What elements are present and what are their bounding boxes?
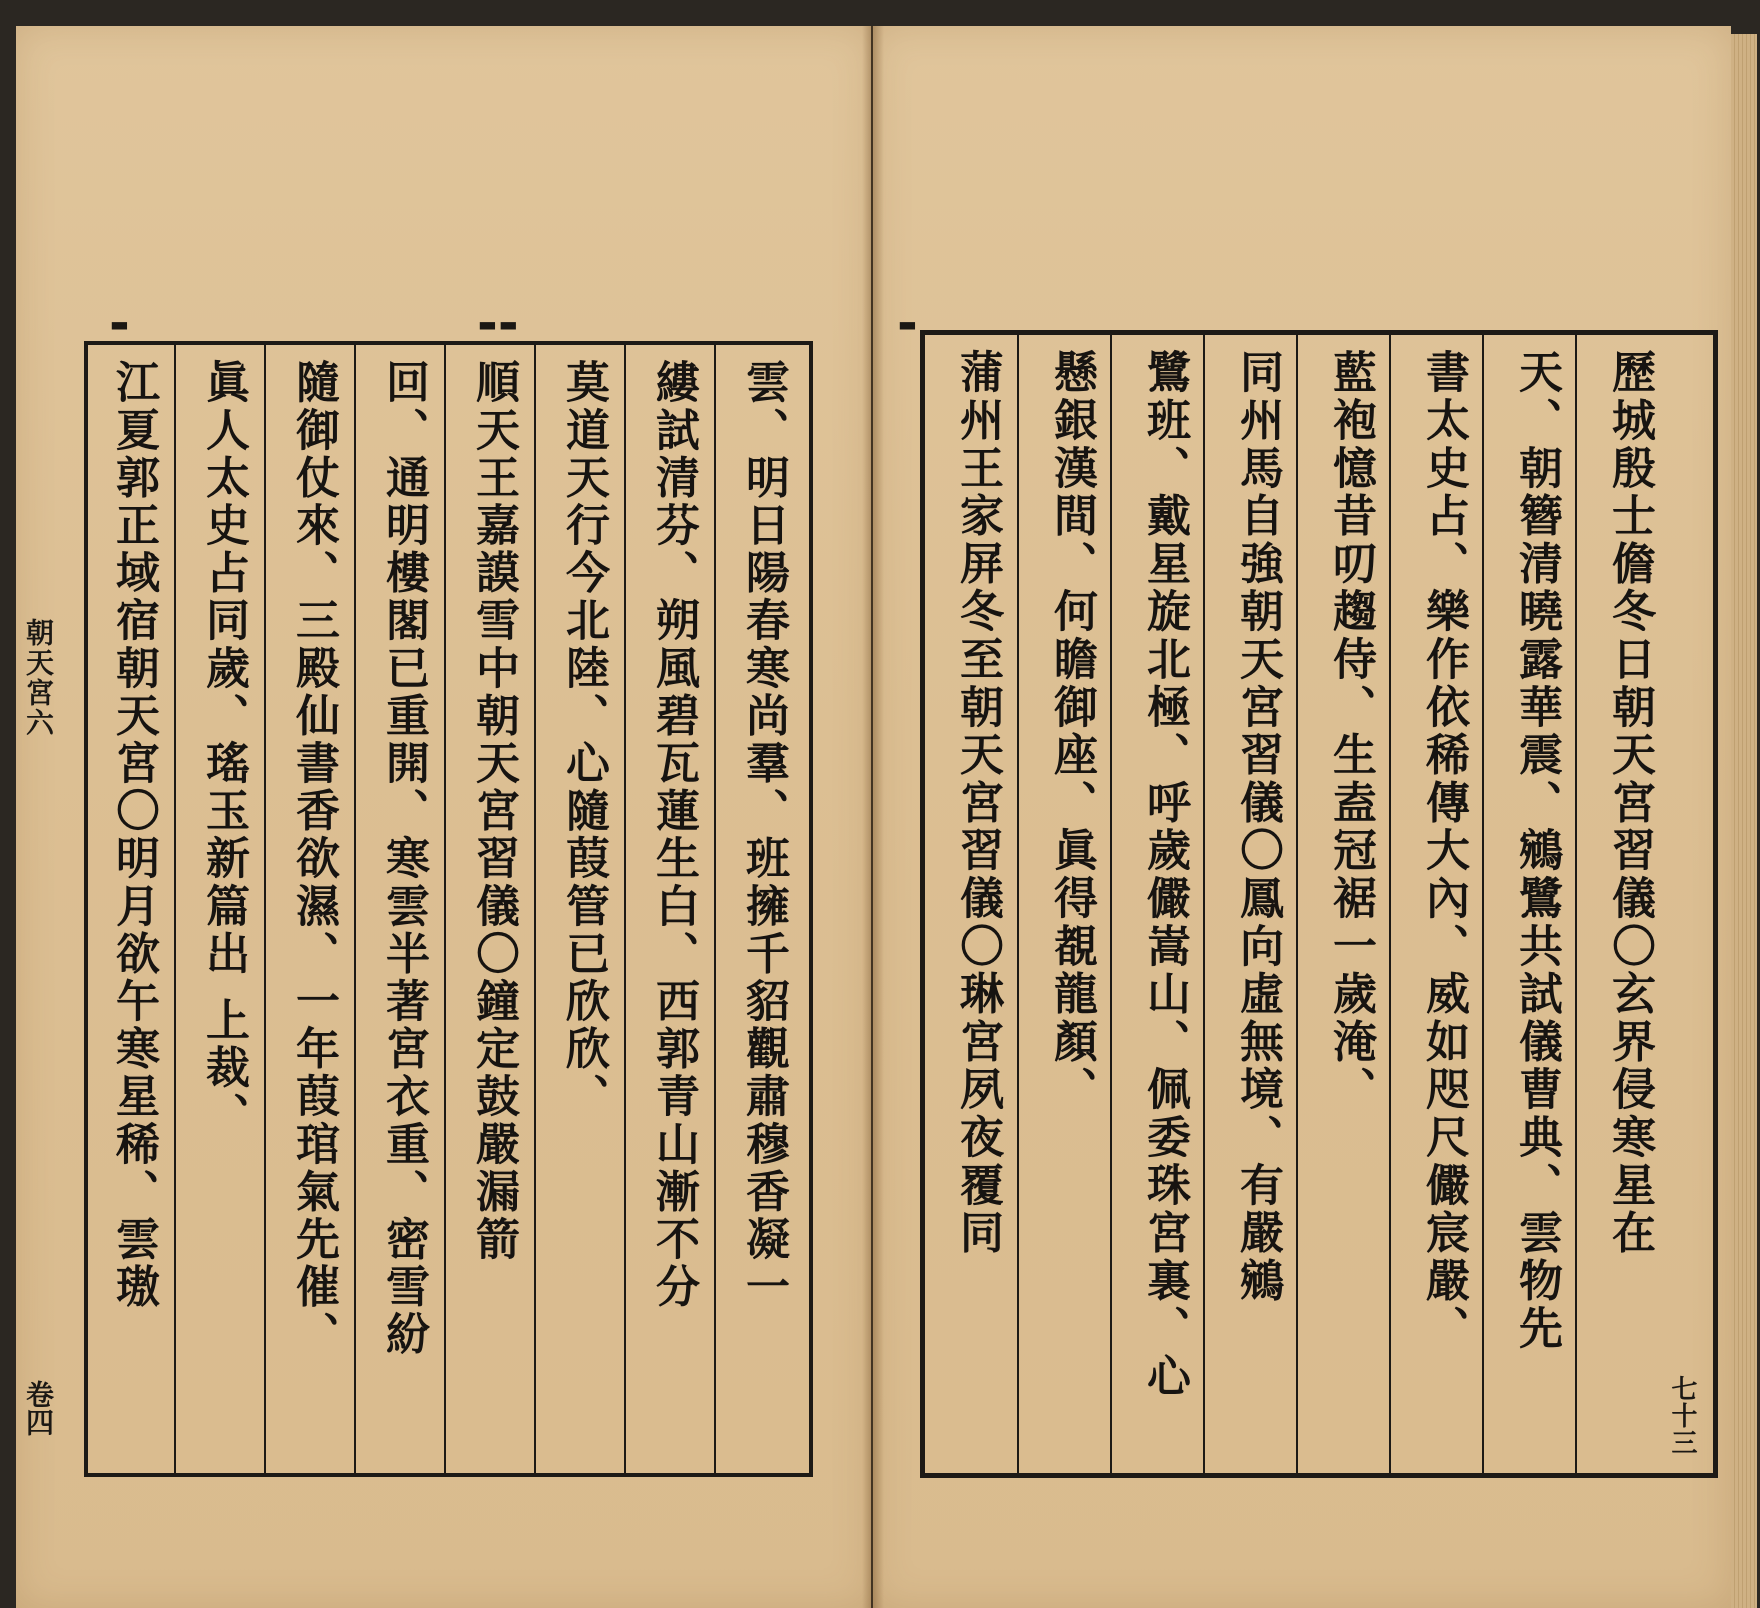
- top-tick-mark: ▬: [898, 312, 919, 336]
- text-column: 歷城殷士儋冬日朝天宮習儀〇玄界侵寒星在: [1604, 349, 1655, 1258]
- column-rule: [624, 345, 626, 1473]
- top-tick-mark: ▬▬: [478, 312, 520, 336]
- margin-volume: 卷四: [22, 1380, 55, 1436]
- book-gutter: [862, 26, 884, 1608]
- text-column: 書太史占、樂作依稀傳大內、威如咫尺儼宸嚴、: [1418, 349, 1469, 1353]
- text-column: 眞人太史占同歲、瑤玉新篇出 上裁、: [198, 359, 249, 1140]
- text-column: 懸銀漢間、何瞻御座、眞得覩龍顏、: [1046, 349, 1097, 1114]
- page-number: 七十三: [1667, 1375, 1697, 1456]
- text-column: 順天王嘉謨雪中朝天宮習儀〇鐘定鼓嚴漏箭: [468, 359, 519, 1264]
- text-column: 莫道天行今北陸、心隨葭管已欣欣、: [558, 359, 609, 1121]
- text-column: 縷試清芬、朔風碧瓦蓮生白、西郭青山漸不分: [648, 359, 699, 1311]
- text-column: 天、朝簪清曉露華震、鵷鷺共試儀曹典、雲物先: [1511, 349, 1562, 1353]
- left-text-frame: [84, 341, 813, 1477]
- text-column: 回、通明樓閣已重開、寒雲半著宮衣重、密雪紛: [378, 359, 429, 1359]
- margin-title: 朝天宮六: [22, 618, 55, 738]
- text-column: 藍袍憶昔叨趨侍、生盍冠裾一歲淹、: [1325, 349, 1376, 1114]
- right-text-frame: [920, 330, 1718, 1478]
- column-rule: [444, 345, 446, 1473]
- text-column: 同州馬自強朝天宮習儀〇鳳向虛無境、有嚴鵷: [1232, 349, 1283, 1305]
- column-rule: [174, 345, 176, 1473]
- column-rule: [264, 345, 266, 1473]
- page-edges: [1731, 34, 1757, 1608]
- text-column: 雲、明日陽春寒尚羣、班擁千貂觀肅穆香凝一: [738, 359, 789, 1311]
- top-tick-mark: ▬: [110, 312, 131, 336]
- text-column: 江夏郭正域宿朝天宮〇明月欲午寒星稀、雲璈: [108, 359, 159, 1311]
- text-column: 隨御仗來、三殿仙書香欲濕、一年葭琯氣先催、: [288, 359, 339, 1359]
- column-rule: [534, 345, 536, 1473]
- column-rule: [714, 345, 716, 1473]
- text-column: 蒲州王家屏冬至朝天宮習儀〇琳宮夙夜覆同: [952, 349, 1003, 1258]
- column-rule: [354, 345, 356, 1473]
- text-column: 鷺班、戴星旋北極、呼歲儼嵩山、佩委珠宮裏、心: [1139, 349, 1190, 1401]
